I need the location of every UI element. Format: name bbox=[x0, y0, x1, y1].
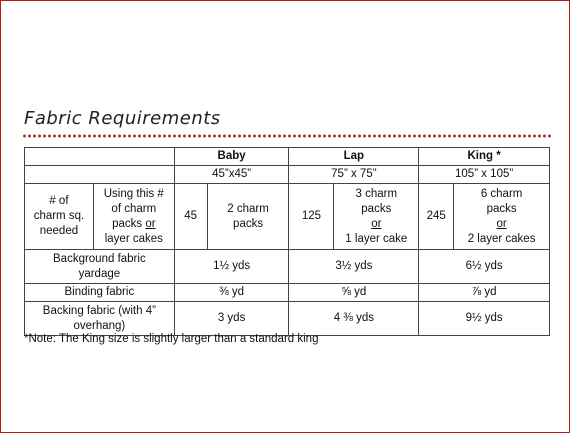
lap-charm-count: 125 bbox=[289, 184, 334, 250]
row-label: Backing fabric (with 4” overhang) bbox=[25, 302, 175, 336]
size-lap: Lap bbox=[289, 148, 419, 166]
fabric-requirements-table bbox=[24, 147, 550, 336]
row-label: Binding fabric bbox=[25, 284, 175, 302]
king-value: 9½ yds bbox=[419, 302, 550, 336]
king-value: 6½ yds bbox=[419, 250, 550, 284]
king-value: ⅞ yd bbox=[419, 284, 550, 302]
corner-cell bbox=[25, 166, 175, 184]
charm-row bbox=[25, 184, 550, 250]
background-fabric-row bbox=[25, 250, 550, 284]
page-title: Fabric Requirements bbox=[24, 108, 221, 129]
charm-using-label: Using this # of charm packs or layer cakes bbox=[93, 184, 174, 250]
binding-fabric-row bbox=[25, 284, 550, 302]
charm-label: # of charm sq. needed bbox=[25, 184, 94, 250]
king-charm-packs: 6 charm packs or 2 layer cakes bbox=[454, 184, 550, 250]
dotted-divider bbox=[22, 134, 551, 138]
baby-value: 3 yds bbox=[174, 302, 289, 336]
baby-value: ⅜ yd bbox=[174, 284, 289, 302]
lap-value: 3½ yds bbox=[289, 250, 419, 284]
lap-value: 4 ⅜ yds bbox=[289, 302, 419, 336]
footnote: *Note: The King size is slightly larger than a standard king bbox=[24, 333, 319, 345]
baby-charm-packs: 2 charm packs bbox=[207, 184, 289, 250]
dims-baby: 45”x45” bbox=[174, 166, 289, 184]
baby-value: 1½ yds bbox=[174, 250, 289, 284]
size-header-row bbox=[25, 148, 550, 166]
dims-lap: 75” x 75” bbox=[289, 166, 419, 184]
lap-charm-packs: 3 charm packs or 1 layer cake bbox=[334, 184, 419, 250]
lap-value: ⅝ yd bbox=[289, 284, 419, 302]
size-king: King * bbox=[419, 148, 550, 166]
corner-cell bbox=[25, 148, 175, 166]
dims-king: 105” x 105” bbox=[419, 166, 550, 184]
king-charm-count: 245 bbox=[419, 184, 454, 250]
size-baby: Baby bbox=[174, 148, 289, 166]
row-label: Background fabric yardage bbox=[25, 250, 175, 284]
backing-fabric-row bbox=[25, 302, 550, 336]
baby-charm-count: 45 bbox=[174, 184, 207, 250]
dimension-row bbox=[25, 166, 550, 184]
